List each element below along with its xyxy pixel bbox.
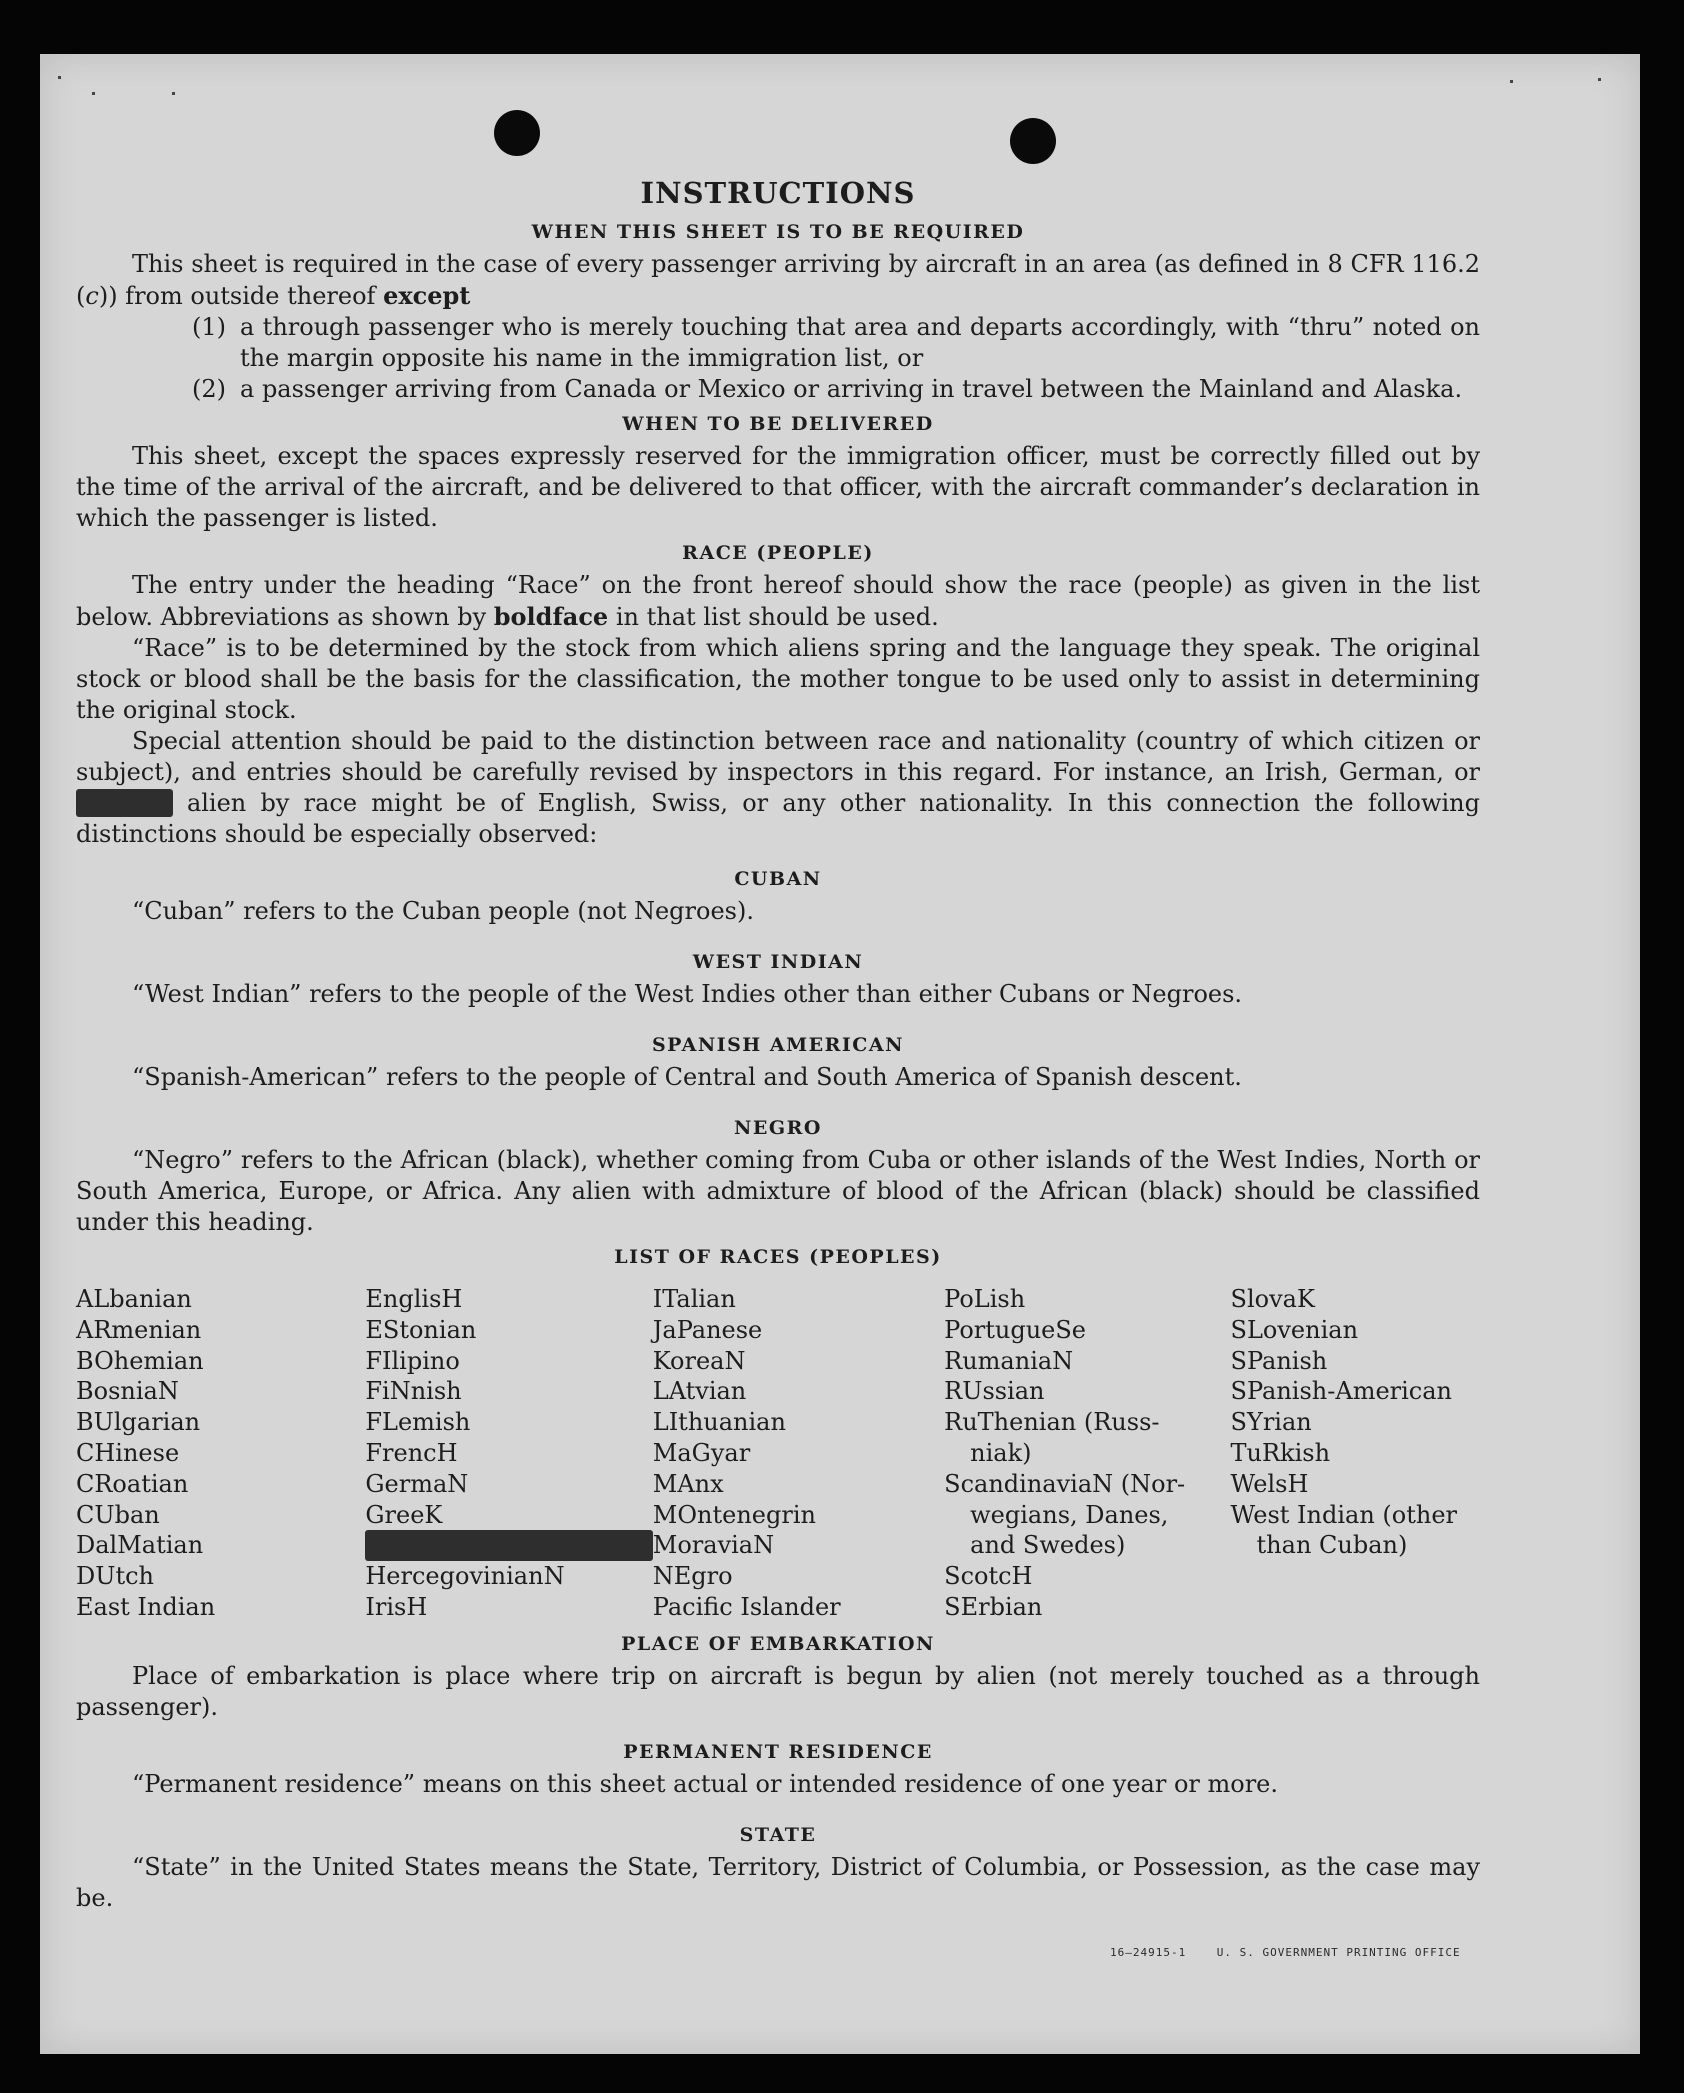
race-column-2	[365, 1284, 652, 1623]
punch-hole-right	[1010, 118, 1056, 164]
spanish-american-text: “Spanish-American” refers to the people of Central and South America of Spanish descent.	[132, 1063, 1242, 1091]
paper-speck	[92, 92, 95, 95]
punch-hole-left	[494, 110, 540, 156]
race-paragraph-2: “Race” is to be determined by the stock from which aliens spring and the language they speak. The original stock or blood shall be the basis for the classification, the mother tongue to be used only to assist in determining the original stock.	[76, 634, 1480, 724]
race-list-item: niak)	[970, 1438, 1032, 1467]
printing-office-footer	[1110, 1946, 1461, 1959]
item-number: (1)	[192, 313, 226, 341]
race-list-item: ALbanian	[76, 1285, 192, 1313]
race-list-item: WelsH	[1230, 1469, 1309, 1498]
heading-spanish-american: SPANISH AMERICAN	[651, 1034, 905, 1056]
race-list-item: and Swedes)	[970, 1531, 1126, 1560]
heading-list-of-races: LIST OF RACES (PEOPLES)	[614, 1246, 942, 1268]
race-list-item: ITalian	[652, 1285, 736, 1313]
race-list-item: BOhemian	[76, 1346, 204, 1375]
race-list-item: SPanish-American	[1230, 1377, 1453, 1406]
race-list-item: East Indian	[76, 1592, 216, 1621]
negro-text: “Negro” refers to the African (black), whether coming from Cuba or other islands of the West Indies, North or South America, Europe, or Africa. Any alien with admixture of blood of the African (black) should be classified under this heading.	[76, 1146, 1480, 1236]
heading-state: STATE	[739, 1823, 817, 1846]
instructions-body	[76, 178, 1480, 1914]
exception-item-1	[192, 312, 1480, 374]
race-list-item: CUban	[76, 1500, 160, 1529]
heading-negro: NEGRO	[734, 1117, 822, 1139]
heading-embarkation: PLACE OF EMBARKATION	[621, 1632, 935, 1655]
race-list-item: wegians, Danes,	[970, 1500, 1169, 1529]
race-list-item: MoraviaN	[652, 1531, 775, 1560]
paper-speck	[172, 92, 175, 95]
exception-item-2	[192, 374, 1480, 405]
race-list-item: FLemish	[365, 1408, 471, 1437]
state-text: “State” in the United States means the State, Territory, District of Columbia, or Possession, as the case may be.	[76, 1852, 1480, 1912]
cuban-text: “Cuban” refers to the Cuban people (not Negroes).	[132, 897, 754, 925]
race-column-5	[1231, 1284, 1480, 1623]
race-list-item: FIlipino	[365, 1346, 460, 1375]
race-list-item: LAtvian	[652, 1377, 747, 1406]
form-code: 16—24915-1	[1110, 1946, 1187, 1959]
paper-speck	[1598, 78, 1601, 81]
race-list-item: SPanish	[1230, 1346, 1328, 1375]
race-list	[76, 1284, 1480, 1623]
intro-text-b: )) from outside thereof	[98, 282, 384, 310]
race-list-item: SLovenian	[1230, 1315, 1359, 1344]
race-list-item: CRoatian	[76, 1469, 189, 1498]
race-list-item: FiNnish	[365, 1377, 462, 1406]
race-list-item: BUlgarian	[76, 1408, 201, 1437]
race-list-item: HercegovinianN	[365, 1562, 565, 1591]
heading-cuban: CUBAN	[734, 868, 822, 890]
race-column-3	[653, 1284, 944, 1623]
race-paragraph-1	[76, 570, 1480, 633]
race-list-item: IrisH	[365, 1592, 428, 1621]
race-list-item: RuThenian (Russ-	[944, 1408, 1160, 1437]
race-list-item: SlovaK	[1230, 1285, 1315, 1313]
race-list-item: SYrian	[1230, 1408, 1312, 1437]
heading-race: RACE (PEOPLE)	[682, 542, 874, 564]
race-list-item: Pacific Islander	[652, 1592, 841, 1621]
race-list-item: LIthuanian	[652, 1408, 786, 1437]
printer-name: U. S. GOVERNMENT PRINTING OFFICE	[1216, 1946, 1461, 1959]
intro-text-c: c	[85, 282, 99, 310]
embarkation-text: Place of embarkation is place where trip on aircraft is begun by alien (not merely touched as a through passenger).	[76, 1661, 1480, 1721]
race-list-item	[365, 1530, 652, 1561]
race-list-item: PoLish	[944, 1285, 1026, 1313]
race-list-item: PortugueSe	[944, 1315, 1087, 1344]
race-p1-a: The entry under the heading “Race” on the front hereof should show the race (people) as given in the list below. Abbreviations as shown by	[76, 571, 1480, 631]
heading-west-indian: WEST INDIAN	[692, 951, 864, 973]
race-p3-a: Special attention should be paid to the distinction between race and nationality (country of which citizen or subject), and entries should be carefully revised by inspectors in this regard. For instance, an Irish, German, or	[76, 727, 1480, 786]
race-p1-b: in that list should be used.	[608, 603, 939, 631]
item-text: a passenger arriving from Canada or Mexico or arriving in travel between the Mainland and Alaska.	[240, 375, 1463, 403]
race-column-1	[76, 1284, 365, 1623]
race-list-item: NEgro	[652, 1562, 733, 1591]
residence-text: “Permanent residence” means on this sheet actual or intended residence of one year or more.	[132, 1769, 1278, 1798]
race-column-4	[944, 1284, 1230, 1623]
race-list-item: GreeK	[365, 1500, 443, 1529]
race-list-item: RumaniaN	[944, 1346, 1074, 1375]
intro-except: except	[383, 281, 471, 310]
race-p1-bold: boldface	[493, 602, 609, 631]
item-number: (2)	[192, 375, 226, 403]
race-list-item: than Cuban)	[1256, 1531, 1408, 1560]
when-required-intro	[76, 249, 1480, 312]
race-p3-b: alien by race might be of English, Swiss, or any other nationality. In this connection the following distinctions should be especially observed:	[76, 789, 1480, 848]
race-list-item: GermaN	[365, 1469, 469, 1498]
heading-permanent-residence: PERMANENT RESIDENCE	[623, 1740, 933, 1763]
race-list-item: West Indian (other	[1230, 1500, 1457, 1529]
heading-when-delivered: WHEN TO BE DELIVERED	[622, 413, 934, 435]
race-list-item: BosniaN	[76, 1377, 179, 1406]
race-list-item: ARmenian	[76, 1315, 202, 1344]
race-paragraph-3	[76, 726, 1480, 850]
race-list-item: EnglisH	[365, 1285, 463, 1313]
race-list-item: DUtch	[76, 1562, 155, 1591]
race-list-item: JaPanese	[652, 1315, 763, 1344]
race-list-item: MAnx	[652, 1469, 724, 1498]
when-delivered-text: This sheet, except the spaces expressly reserved for the immigration officer, must be correctly filled out by the time of the arrival of the aircraft, and be delivered to that officer, with the aircraft commander’s declaration in which the passenger is listed.	[76, 442, 1480, 532]
redacted-word	[76, 789, 173, 817]
heading-when-required: WHEN THIS SHEET IS TO BE REQUIRED	[531, 221, 1025, 243]
page-title: INSTRUCTIONS	[640, 176, 916, 210]
intro-text-a: This sheet is required in the case of every passenger arriving by aircraft in an area (as defined in 8 CFR 116.2 (	[76, 250, 1480, 310]
west-indian-text: “West Indian” refers to the people of the West Indies other than either Cubans or Negroes.	[132, 980, 1243, 1008]
race-list-item: CHinese	[76, 1438, 180, 1467]
race-list-item: MaGyar	[652, 1438, 751, 1467]
race-list-item: TuRkish	[1230, 1438, 1331, 1467]
paper-speck	[58, 76, 61, 79]
paper-speck	[1510, 80, 1513, 83]
race-list-item: EStonian	[365, 1315, 477, 1344]
race-list-item: ScotcH	[944, 1562, 1033, 1591]
race-list-item: ScandinaviaN (Nor-	[944, 1469, 1186, 1498]
race-list-item: FrencH	[365, 1438, 458, 1467]
item-text: a through passenger who is merely touching that area and departs accordingly, with “thru” noted on the margin opposite his name in the immigration list, or	[240, 313, 1480, 372]
race-list-item: KoreaN	[652, 1346, 746, 1375]
race-list-item: SErbian	[944, 1592, 1043, 1621]
race-list-item: MOntenegrin	[652, 1500, 816, 1529]
race-list-item: RUssian	[944, 1377, 1045, 1406]
race-list-item: DalMatian	[76, 1531, 204, 1560]
